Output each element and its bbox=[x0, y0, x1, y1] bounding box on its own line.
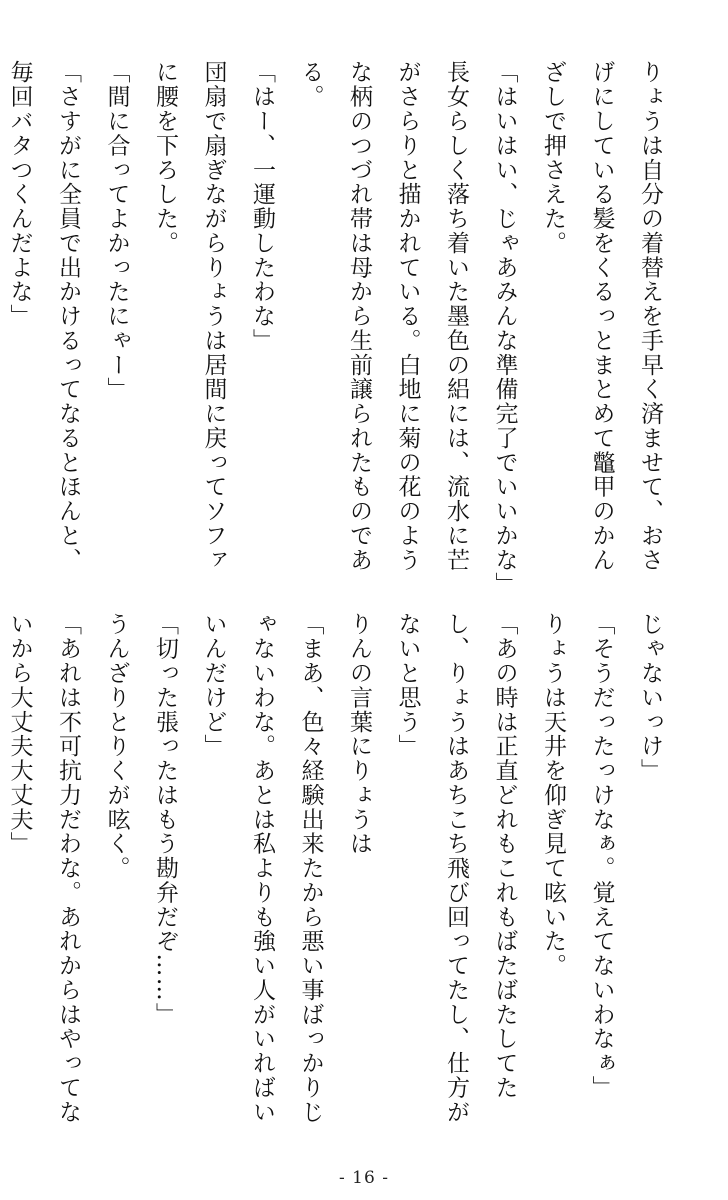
paragraph: 「切った張ったはもう勘弁だぞ……」 bbox=[152, 612, 178, 1027]
paragraph: 「はー、一運動したわな」 bbox=[249, 60, 275, 353]
paragraph: りんの言葉にりょうは bbox=[346, 612, 372, 856]
paragraph: うんざりとりくが呟く。 bbox=[103, 612, 130, 881]
paragraph: 「そうだったっけなぁ。覚えてないわなぁ」 bbox=[588, 612, 615, 1100]
paragraph: じゃないっけ」 bbox=[637, 612, 663, 783]
paragraph: 「間に合ってよかったにゃー」 bbox=[103, 60, 130, 402]
text-block-bottom bbox=[6, 612, 674, 1132]
paragraph: りょうは天井を仰ぎ見て呟いた。 bbox=[540, 612, 566, 978]
paragraph: 「さすがに全員で出かけるってなるとほんと、毎回バタつくんだよな」 bbox=[6, 60, 81, 572]
paragraph: 「あれは不可抗力だわな。あれからはやってないから大丈夫大丈夫」 bbox=[6, 612, 81, 1124]
paragraph: 「まあ、色々経験出来たから悪い事ばっかりじゃないわな。あとは私よりも強い人がいればいいんだけど」 bbox=[200, 612, 324, 1124]
text-block-top bbox=[6, 60, 674, 597]
paragraph: 団扇で扇ぎながらりょうは居間に戻ってソファに腰を下ろした。 bbox=[152, 60, 227, 572]
paragraph: 「あの時は正直どれもこれもばたばたしてたし、りょうはあちこち飛び回ってたし、仕方がないと思う」 bbox=[394, 612, 518, 1124]
page-number: - 16 - bbox=[339, 1168, 389, 1188]
paragraph: りょうは自分の着替えを手早く済ませて、おさげにしている髪をくるっとまとめて鼈甲のかんざしで押さえた。 bbox=[540, 60, 663, 572]
paragraph: 「はいはい、じゃあみんな準備完了でいいかな」 bbox=[491, 60, 518, 597]
paragraph: 長女らしく落ち着いた墨色の絽には、流水に芒がさらりと描かれている。白地に菊の花のような柄のつづれ帯は母から生前譲られたものである。 bbox=[297, 60, 469, 572]
